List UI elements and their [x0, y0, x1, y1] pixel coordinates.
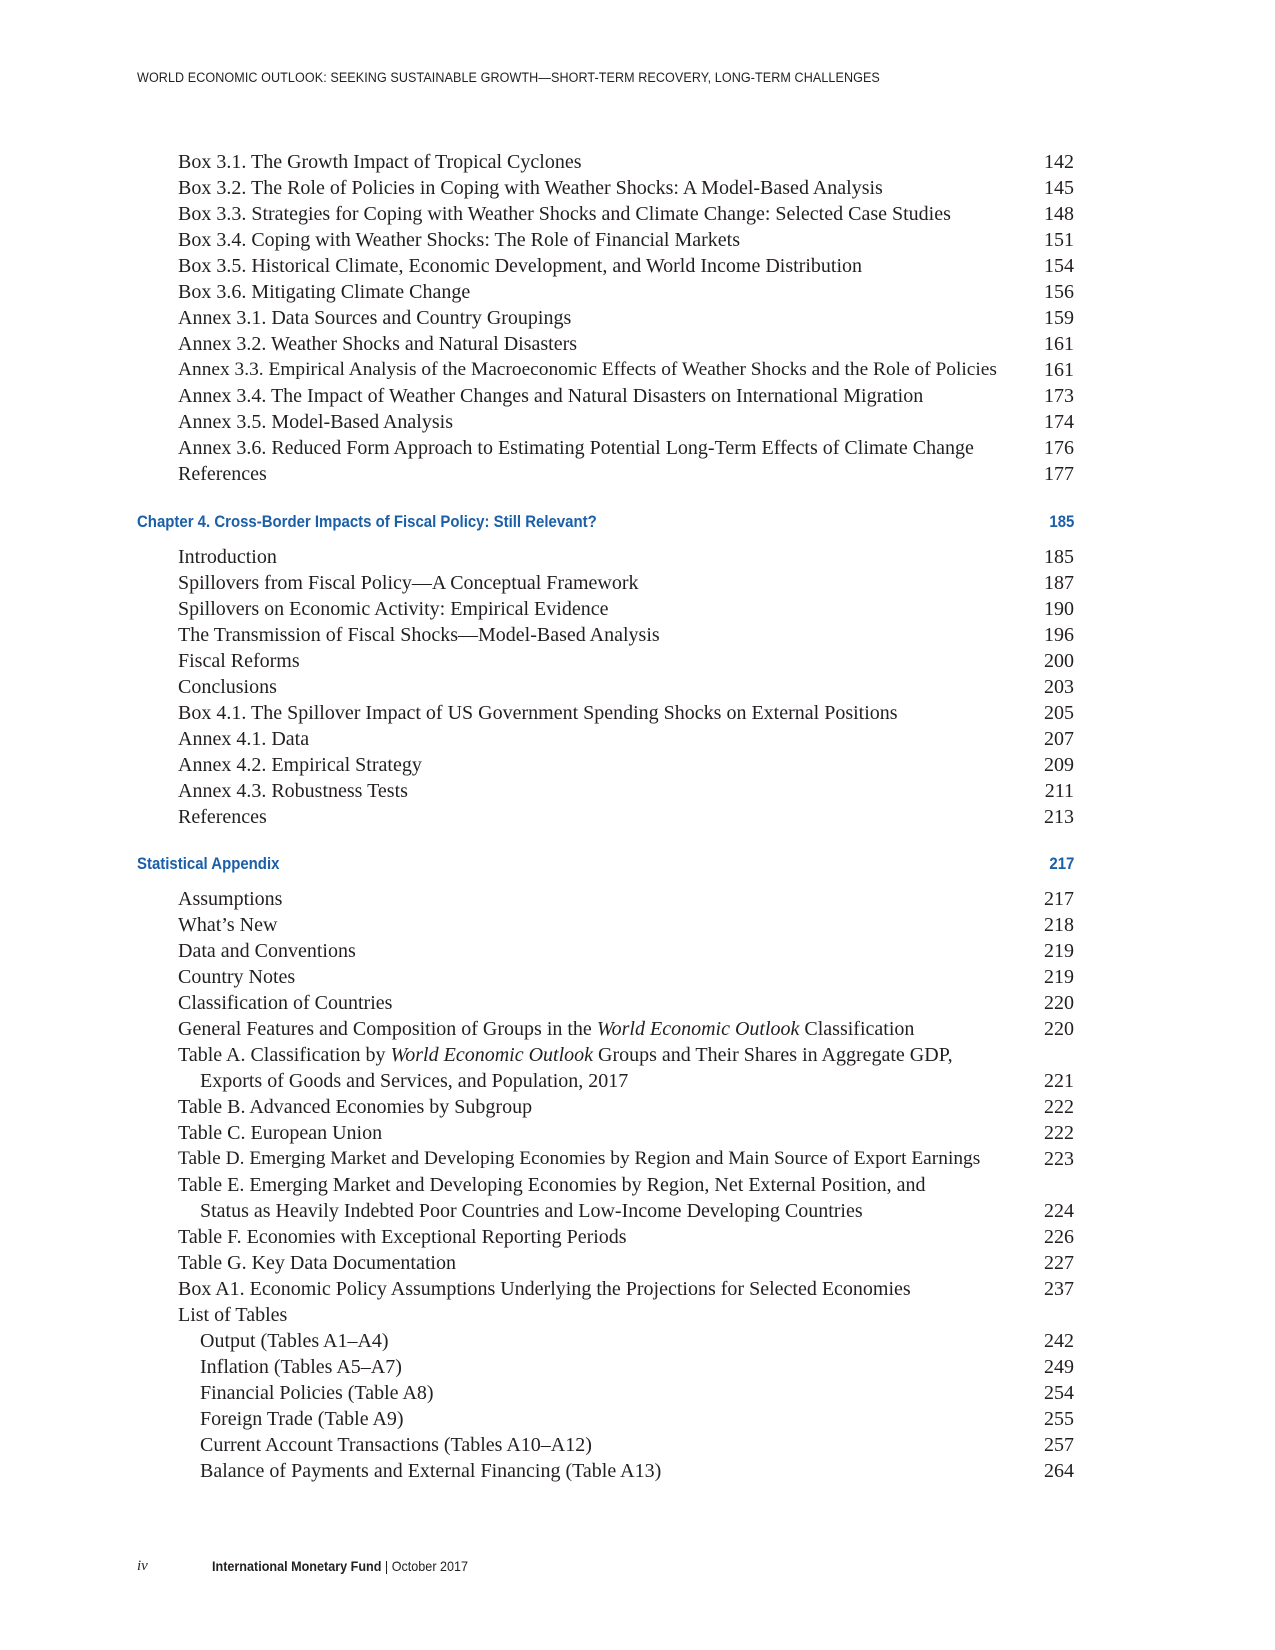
- toc-entry-title: Box 3.3. Strategies for Coping with Weather Shocks and Climate Change: Selected Case Studies: [178, 203, 951, 225]
- toc-entry[interactable]: [178, 1042, 1074, 1068]
- page-number: iv: [137, 1558, 148, 1574]
- toc-entry-title: Country Notes: [178, 966, 296, 988]
- toc-entry-page: 145: [1044, 177, 1074, 199]
- toc-entry[interactable]: [178, 227, 1074, 253]
- toc-entry-title: Conclusions: [178, 676, 277, 698]
- toc-entry-page: 176: [1044, 437, 1074, 459]
- toc-entry-page: 211: [1044, 780, 1074, 802]
- toc-entry[interactable]: [178, 964, 1074, 990]
- toc-entry[interactable]: [178, 305, 1074, 331]
- toc-entry-title: Balance of Payments and External Financing (Table A13): [200, 1460, 662, 1482]
- toc-entry-page: 219: [1044, 966, 1074, 988]
- toc-entry-title: What’s New: [178, 914, 278, 936]
- toc-entry-page: 142: [1044, 151, 1074, 173]
- toc-entry[interactable]: [178, 938, 1074, 964]
- toc-entry-title: Spillovers on Economic Activity: Empirical Evidence: [178, 598, 609, 620]
- toc-entry-title: Classification of Countries: [178, 992, 393, 1014]
- toc-entry-page: 222: [1044, 1096, 1074, 1118]
- toc-entry-title: Foreign Trade (Table A9): [200, 1408, 404, 1430]
- toc-entry-page: 156: [1044, 281, 1074, 303]
- toc-entry-title-text: Classification: [799, 1018, 915, 1040]
- toc-entry-title: Table G. Key Data Documentation: [178, 1252, 456, 1274]
- footer-imprint: [212, 1558, 468, 1574]
- toc-entry[interactable]: [178, 1094, 1074, 1120]
- toc-entry-title: Annex 4.1. Data: [178, 728, 310, 750]
- toc-entry-page: 187: [1044, 572, 1074, 594]
- toc-entry[interactable]: [178, 622, 1074, 648]
- toc-entry-title: Annex 3.2. Weather Shocks and Natural Disasters: [178, 333, 578, 355]
- toc-entry[interactable]: [178, 804, 1074, 830]
- toc-entry[interactable]: [178, 648, 1074, 674]
- toc-entry-page: 159: [1044, 307, 1074, 329]
- toc-entry-title: Annex 3.3. Empirical Analysis of the Macroeconomic Effects of Weather Shocks and the Role of Policies: [178, 359, 997, 380]
- toc-entry-page: 148: [1044, 203, 1074, 225]
- toc-entry-page: 161: [1044, 359, 1074, 381]
- toc-entry[interactable]: [178, 1172, 1074, 1198]
- toc-entry-page: 161: [1044, 333, 1074, 355]
- publication-title-italic: World Economic Outlook: [596, 1018, 800, 1040]
- chapter-page: 185: [1049, 512, 1074, 531]
- toc-entry[interactable]: [178, 253, 1074, 279]
- toc-entry-page: 254: [1044, 1382, 1074, 1404]
- toc-entry-title: References: [178, 463, 267, 485]
- toc-entry[interactable]: [178, 1250, 1074, 1276]
- chapter-4-heading[interactable]: [137, 510, 1074, 534]
- toc-entry[interactable]: [178, 149, 1074, 175]
- toc-entry-title: Table D. Emerging Market and Developing Economies by Region and Main Source of Export Earnings: [178, 1148, 981, 1169]
- toc-entry-page: 213: [1044, 806, 1074, 828]
- toc-entry-title: Output (Tables A1–A4): [200, 1330, 389, 1352]
- toc-entry-title: Inflation (Tables A5–A7): [200, 1356, 402, 1378]
- toc-subentry[interactable]: [178, 1328, 1074, 1354]
- toc-subentry[interactable]: [178, 1458, 1074, 1484]
- toc-entry-title: Annex 3.1. Data Sources and Country Groupings: [178, 307, 572, 329]
- toc-entry-title: [178, 1016, 914, 1042]
- toc-entry-page: 221: [1044, 1070, 1074, 1092]
- toc-entry-page: 219: [1044, 940, 1074, 962]
- toc-entry[interactable]: [178, 1120, 1074, 1146]
- toc-entry-title: The Transmission of Fiscal Shocks—Model-Based Analysis: [178, 624, 660, 646]
- toc-entry-page: 223: [1044, 1148, 1074, 1170]
- toc-entry-page: 220: [1044, 1018, 1074, 1040]
- toc-entry[interactable]: [178, 570, 1074, 596]
- toc-entry[interactable]: [178, 435, 1074, 461]
- toc-entry-title: Table F. Economies with Exceptional Reporting Periods: [178, 1226, 627, 1248]
- toc-entry[interactable]: [178, 596, 1074, 622]
- toc-entry-title: Introduction: [178, 546, 277, 568]
- toc-entry-page: 222: [1044, 1122, 1074, 1144]
- toc-entry-page: 209: [1044, 754, 1074, 776]
- toc-entry-page: 151: [1044, 229, 1074, 251]
- toc-entry-page: 237: [1044, 1278, 1074, 1300]
- toc-entry[interactable]: [178, 674, 1074, 700]
- toc-entry-title-text: General Features and Composition of Groups in the: [178, 1018, 597, 1040]
- toc-entry-title: Exports of Goods and Services, and Population, 2017: [200, 1070, 629, 1092]
- toc-entry-title: Annex 3.4. The Impact of Weather Changes and Natural Disasters on International Migration: [178, 385, 924, 407]
- toc-entry[interactable]: [178, 331, 1074, 357]
- toc-entry-page: 196: [1044, 624, 1074, 646]
- toc-entry-title: Box 3.2. The Role of Policies in Coping with Weather Shocks: A Model-Based Analysis: [178, 177, 883, 199]
- chapter-title: Statistical Appendix: [137, 854, 280, 873]
- publication-date: October 2017: [391, 1558, 469, 1574]
- toc-subentry[interactable]: [178, 1406, 1074, 1432]
- toc-entry[interactable]: [178, 886, 1074, 912]
- toc-entry[interactable]: [178, 1146, 1074, 1172]
- toc-entry-title: Annex 4.2. Empirical Strategy: [178, 754, 422, 776]
- toc-entry-page: 257: [1044, 1434, 1074, 1456]
- toc-entry-continuation[interactable]: [178, 1068, 1074, 1094]
- toc-entry[interactable]: [178, 752, 1074, 778]
- toc-entry-page: 217: [1044, 888, 1074, 910]
- toc-entry-title: Assumptions: [178, 888, 283, 910]
- toc-entry-page: 264: [1044, 1460, 1074, 1482]
- toc-entry-title: Table E. Emerging Market and Developing Economies by Region, Net External Position, and: [178, 1174, 926, 1196]
- toc-entry-title: Box 3.4. Coping with Weather Shocks: The Role of Financial Markets: [178, 229, 741, 251]
- toc-entry-title-text: Groups and Their Shares in Aggregate GDP,: [593, 1044, 953, 1066]
- toc-entry-page: 205: [1044, 702, 1074, 724]
- toc-entry-page: 220: [1044, 992, 1074, 1014]
- toc-entry-title-text: Table A. Classification by: [178, 1044, 391, 1066]
- toc-entry[interactable]: [178, 544, 1074, 570]
- toc-entry-title: Box 3.1. The Growth Impact of Tropical Cyclones: [178, 151, 582, 173]
- toc-entry-page: 154: [1044, 255, 1074, 277]
- publication-title-italic: World Economic Outlook: [390, 1044, 594, 1066]
- toc-entry-title: Current Account Transactions (Tables A10–A12): [200, 1434, 592, 1456]
- toc-entry[interactable]: [178, 912, 1074, 938]
- footer-separator: |: [384, 1558, 389, 1574]
- toc-entry-page: 174: [1044, 411, 1074, 433]
- toc-entry-title: Fiscal Reforms: [178, 650, 300, 672]
- toc-entry[interactable]: [178, 1276, 1074, 1302]
- toc-entry[interactable]: [178, 1302, 1074, 1328]
- toc-subentry[interactable]: [178, 1432, 1074, 1458]
- toc-entry-page: 173: [1044, 385, 1074, 407]
- toc-entry-page: 185: [1044, 546, 1074, 568]
- toc-subentry[interactable]: [178, 1380, 1074, 1406]
- toc-entry-title: Box 3.6. Mitigating Climate Change: [178, 281, 471, 303]
- toc-entry[interactable]: [178, 201, 1074, 227]
- toc-entry[interactable]: [178, 700, 1074, 726]
- toc-entry[interactable]: [178, 409, 1074, 435]
- toc-entry-title: Box 3.5. Historical Climate, Economic Development, and World Income Distribution: [178, 255, 863, 277]
- toc-entry[interactable]: [178, 1224, 1074, 1250]
- toc-entry-title: Status as Heavily Indebted Poor Countries and Low-Income Developing Countries: [200, 1200, 863, 1222]
- toc-entry[interactable]: [178, 1016, 1074, 1042]
- toc-entry-page: 242: [1044, 1330, 1074, 1352]
- toc-entry-title: Box A1. Economic Policy Assumptions Underlying the Projections for Selected Economies: [178, 1278, 911, 1300]
- toc-subentry[interactable]: [178, 1354, 1074, 1380]
- toc-entry[interactable]: [178, 461, 1074, 487]
- chapter-title: Chapter 4. Cross-Border Impacts of Fiscal Policy: Still Relevant?: [137, 512, 597, 531]
- toc-entry-page: 226: [1044, 1226, 1074, 1248]
- toc-entry-page: 249: [1044, 1356, 1074, 1378]
- chapter-page: 217: [1049, 854, 1074, 873]
- toc-entry-title: Financial Policies (Table A8): [200, 1382, 434, 1404]
- toc-entry-title: List of Tables: [178, 1304, 288, 1326]
- toc-entry-page: 200: [1044, 650, 1074, 672]
- toc-entry-title: Annex 3.6. Reduced Form Approach to Estimating Potential Long-Term Effects of Climate Change: [178, 437, 974, 459]
- toc-entry-title: Table B. Advanced Economies by Subgroup: [178, 1096, 533, 1118]
- toc-entry-title: Annex 3.5. Model-Based Analysis: [178, 411, 453, 433]
- toc-entry-page: 218: [1044, 914, 1074, 936]
- toc-entry-page: 224: [1044, 1200, 1074, 1222]
- toc-entry-page: 190: [1044, 598, 1074, 620]
- statistical-appendix-heading[interactable]: [137, 852, 1074, 876]
- running-header: WORLD ECONOMIC OUTLOOK: SEEKING SUSTAINABLE GROWTH—SHORT-TERM RECOVERY, LONG-TERM CHALLENGES: [137, 70, 880, 85]
- toc-entry-title: References: [178, 806, 267, 828]
- toc-entry[interactable]: [178, 279, 1074, 305]
- toc-entry-page: 227: [1044, 1252, 1074, 1274]
- toc-entry-page: 255: [1044, 1408, 1074, 1430]
- toc-entry[interactable]: [178, 990, 1074, 1016]
- toc-entry-title: [178, 1042, 953, 1068]
- toc-entry-page: 207: [1044, 728, 1074, 750]
- toc-entry-title: Spillovers from Fiscal Policy—A Conceptual Framework: [178, 572, 639, 594]
- toc-entry[interactable]: [178, 383, 1074, 409]
- toc-entry[interactable]: [178, 175, 1074, 201]
- toc-entry[interactable]: [178, 357, 1074, 383]
- toc-entry-page: 177: [1044, 463, 1074, 485]
- toc-entry[interactable]: [178, 726, 1074, 752]
- toc-entry-title: Annex 4.3. Robustness Tests: [178, 780, 408, 802]
- publisher-name: International Monetary Fund: [212, 1558, 382, 1574]
- toc-entry-title: Box 4.1. The Spillover Impact of US Government Spending Shocks on External Positions: [178, 702, 898, 724]
- toc-entry[interactable]: [178, 778, 1074, 804]
- toc-entry-page: 203: [1044, 676, 1074, 698]
- toc-entry-title: Table C. European Union: [178, 1122, 383, 1144]
- toc-entry-continuation[interactable]: [178, 1198, 1074, 1224]
- toc-entry-title: Data and Conventions: [178, 940, 356, 962]
